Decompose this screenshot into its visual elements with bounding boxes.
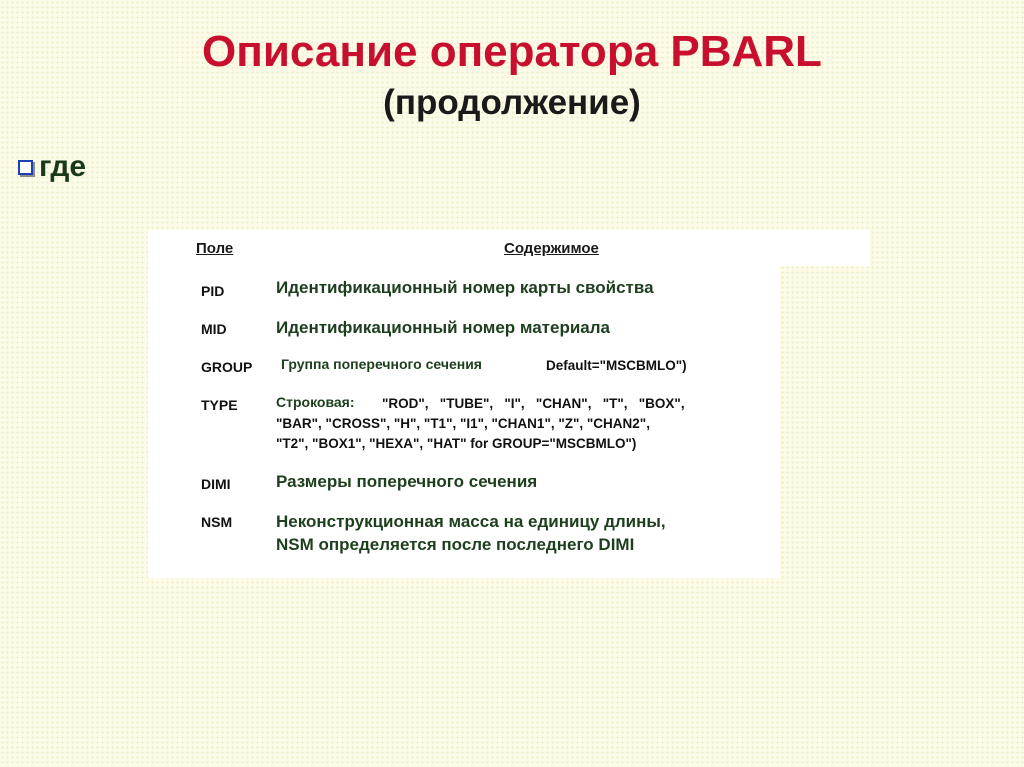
field-mid: MID	[201, 321, 227, 337]
field-type: TYPE	[201, 397, 238, 413]
field-nsm: NSM	[201, 514, 233, 530]
desc-type-label: Строковая:	[276, 394, 355, 410]
desc-group-default: Default="MSCBMLO")	[546, 358, 687, 373]
desc-group: Группа поперечного сечения	[281, 356, 482, 372]
desc-type-line-2: "BAR", "CROSS", "H", "T1", "I1", "CHAN1", "Z", "CHAN2",	[276, 416, 650, 431]
desc-nsm-line-1: Неконструкционная масса на единицу длины,	[276, 512, 666, 531]
page-subtitle: (продолжение)	[383, 83, 641, 122]
field-pid: PID	[201, 283, 225, 299]
field-dimi: DIMI	[201, 476, 231, 492]
bullet-item	[18, 150, 86, 184]
desc-type-line-3: "T2", "BOX1", "HEXA", "HAT" for GROUP="MSCBMLO")	[276, 436, 637, 451]
field-group: GROUP	[201, 359, 253, 375]
header-content: Содержимое	[504, 240, 599, 257]
page-title: Описание оператора PBARL	[202, 27, 822, 76]
desc-mid: Идентификационный номер материала	[276, 318, 611, 337]
bullet-text: где	[39, 150, 87, 183]
desc-pid: Идентификационный номер карты свойства	[276, 278, 654, 297]
desc-nsm-line-2: NSM определяется после последнего DIMI	[276, 535, 635, 554]
checkbox-bullet-icon	[18, 160, 33, 175]
desc-dimi: Размеры поперечного сечения	[276, 472, 538, 491]
header-field: Поле	[196, 240, 234, 257]
desc-type-line-1: "ROD", "TUBE", "I", "CHAN", "T", "BOX",	[382, 396, 685, 411]
